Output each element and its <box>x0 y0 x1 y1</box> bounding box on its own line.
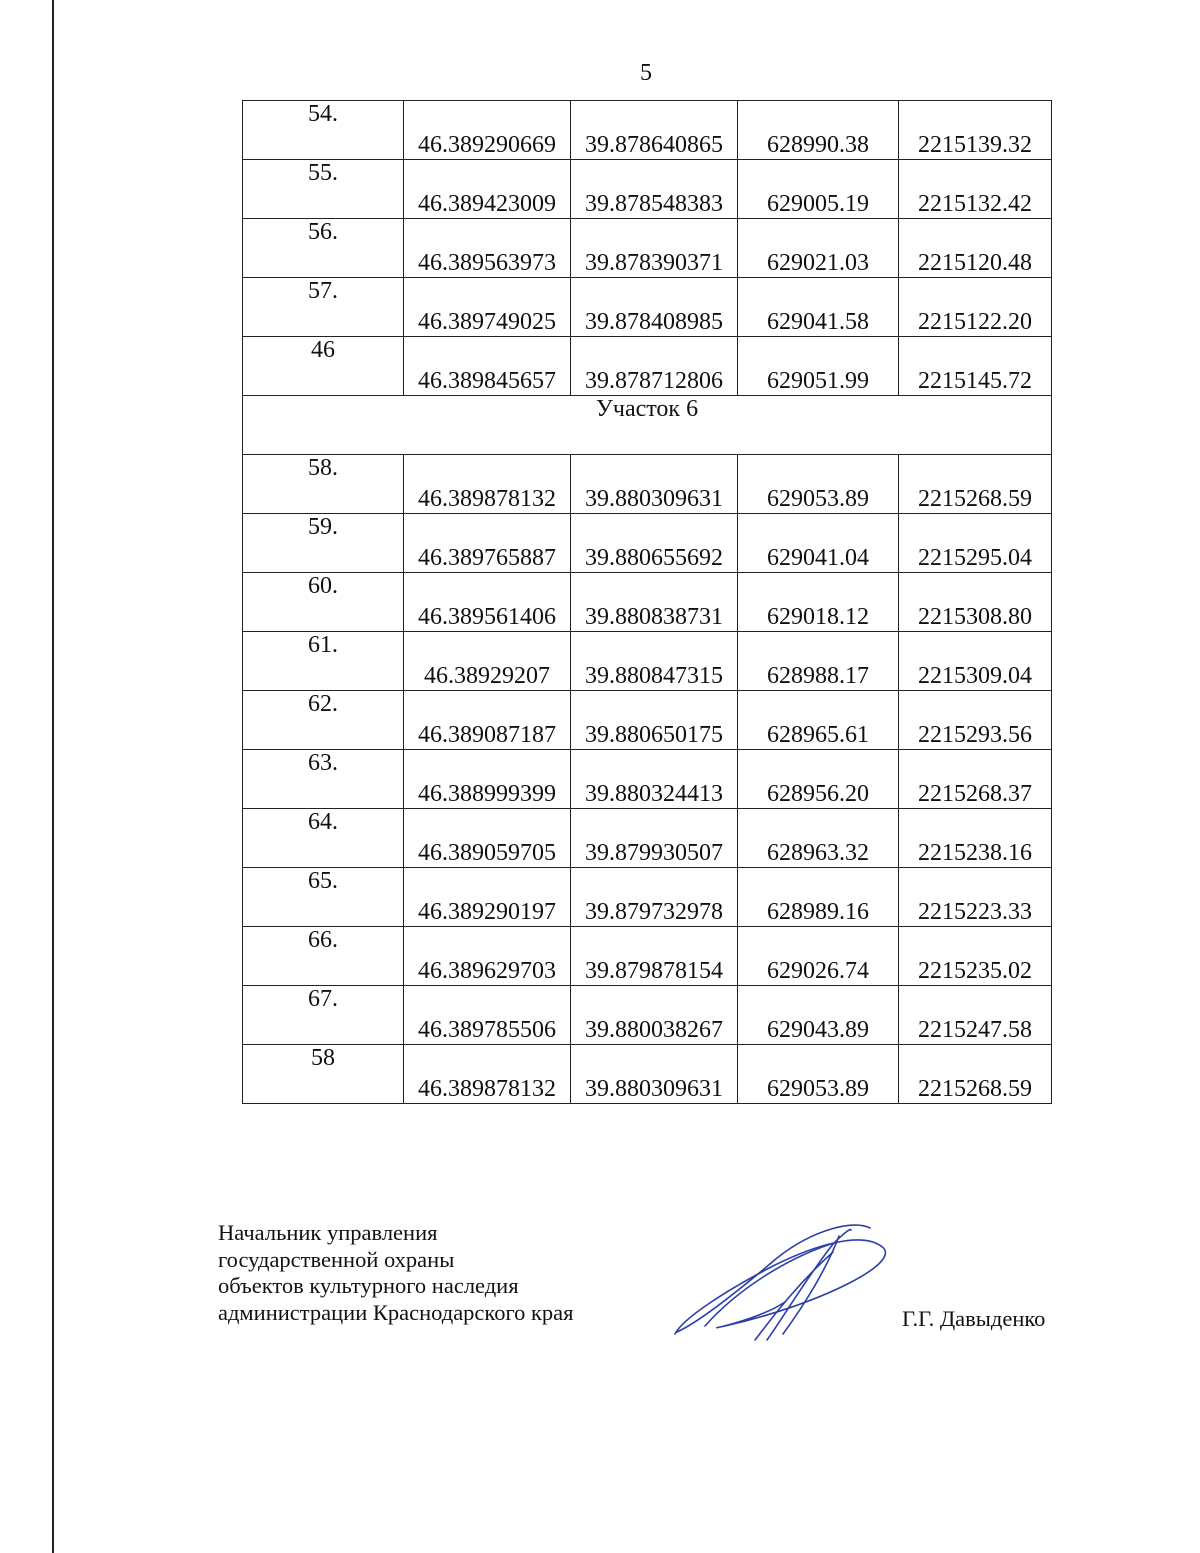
position-line: объектов культурного наследия <box>218 1273 519 1298</box>
coordinate-cell: 2215139.32 <box>899 101 1052 160</box>
coordinate-cell: 46.389765887 <box>404 514 571 573</box>
coordinate-cell: 628965.61 <box>738 691 899 750</box>
point-number-cell: 56. <box>243 219 404 278</box>
coordinates-table <box>242 100 1052 1104</box>
coordinate-cell: 46.389290669 <box>404 101 571 160</box>
coordinate-cell: 46.389423009 <box>404 160 571 219</box>
table-row <box>243 750 1052 809</box>
coordinate-cell: 39.880309631 <box>571 455 738 514</box>
point-number-cell: 58. <box>243 455 404 514</box>
point-number-cell: 64. <box>243 809 404 868</box>
coordinate-cell: 39.880655692 <box>571 514 738 573</box>
coordinate-cell: 39.879930507 <box>571 809 738 868</box>
coordinate-cell: 39.880838731 <box>571 573 738 632</box>
coordinate-cell: 2215223.33 <box>899 868 1052 927</box>
table-row <box>243 691 1052 750</box>
coordinate-cell: 46.389561406 <box>404 573 571 632</box>
point-number-cell: 54. <box>243 101 404 160</box>
coordinate-cell: 628963.32 <box>738 809 899 868</box>
coordinate-cell: 628956.20 <box>738 750 899 809</box>
table-row <box>243 514 1052 573</box>
coordinate-cell: 629021.03 <box>738 219 899 278</box>
coordinate-cell: 46.389290197 <box>404 868 571 927</box>
point-number-cell: 60. <box>243 573 404 632</box>
point-number-cell: 46 <box>243 337 404 396</box>
coordinate-cell: 2215309.04 <box>899 632 1052 691</box>
section-label: Участок 6 <box>243 396 1052 455</box>
coordinate-cell: 629041.58 <box>738 278 899 337</box>
coordinate-cell: 46.389087187 <box>404 691 571 750</box>
coordinate-cell: 629053.89 <box>738 1045 899 1104</box>
coordinate-cell: 2215122.20 <box>899 278 1052 337</box>
coordinate-cell: 629041.04 <box>738 514 899 573</box>
table-row <box>243 278 1052 337</box>
coordinate-cell: 46.389563973 <box>404 219 571 278</box>
coordinate-cell: 46.389878132 <box>404 1045 571 1104</box>
table-row <box>243 986 1052 1045</box>
coordinate-cell: 39.878640865 <box>571 101 738 160</box>
coordinate-cell: 46.389749025 <box>404 278 571 337</box>
signatory-name: Г.Г. Давыденко <box>902 1306 1046 1331</box>
coordinate-cell: 39.879732978 <box>571 868 738 927</box>
table-row <box>243 101 1052 160</box>
coordinate-cell: 2215238.16 <box>899 809 1052 868</box>
coordinate-cell: 2215268.37 <box>899 750 1052 809</box>
coordinate-cell: 2215120.48 <box>899 219 1052 278</box>
coordinate-cell: 39.878390371 <box>571 219 738 278</box>
coordinate-cell: 2215268.59 <box>899 455 1052 514</box>
point-number-cell: 66. <box>243 927 404 986</box>
page-number: 5 <box>640 60 652 86</box>
position-line: государственной охраны <box>218 1246 455 1272</box>
coordinate-cell: 39.878712806 <box>571 337 738 396</box>
table-row <box>243 219 1052 278</box>
coordinate-cell: 2215235.02 <box>899 927 1052 986</box>
coordinate-cell: 46.389629703 <box>404 927 571 986</box>
section-row <box>243 396 1052 455</box>
table-row <box>243 632 1052 691</box>
coordinate-cell: 629053.89 <box>738 455 899 514</box>
table-row <box>243 927 1052 986</box>
coordinate-cell: 46.389878132 <box>404 455 571 514</box>
coordinate-cell: 46.389845657 <box>404 337 571 396</box>
coordinate-cell: 629051.99 <box>738 337 899 396</box>
coordinate-cell: 46.389059705 <box>404 809 571 868</box>
table-row <box>243 160 1052 219</box>
handwritten-signature <box>665 1222 915 1347</box>
coordinate-cell: 629026.74 <box>738 927 899 986</box>
signatory-position <box>218 1220 574 1326</box>
table-row <box>243 868 1052 927</box>
point-number-cell: 57. <box>243 278 404 337</box>
point-number-cell: 63. <box>243 750 404 809</box>
page-edge-line <box>52 0 54 1553</box>
table-row <box>243 809 1052 868</box>
coordinate-cell: 2215295.04 <box>899 514 1052 573</box>
coordinate-cell: 628988.17 <box>738 632 899 691</box>
coordinate-cell: 628990.38 <box>738 101 899 160</box>
coordinate-cell: 2215247.58 <box>899 986 1052 1045</box>
point-number-cell: 59. <box>243 514 404 573</box>
coordinate-cell: 2215145.72 <box>899 337 1052 396</box>
point-number-cell: 67. <box>243 986 404 1045</box>
point-number-cell: 62. <box>243 691 404 750</box>
coordinates-table-body <box>243 101 1052 1104</box>
coordinate-cell: 39.880847315 <box>571 632 738 691</box>
table-row <box>243 1045 1052 1104</box>
point-number-cell: 55. <box>243 160 404 219</box>
table-row <box>243 455 1052 514</box>
coordinate-cell: 39.878548383 <box>571 160 738 219</box>
coordinate-cell: 2215132.42 <box>899 160 1052 219</box>
coordinate-cell: 39.880038267 <box>571 986 738 1045</box>
coordinate-cell: 629043.89 <box>738 986 899 1045</box>
coordinate-cell: 629018.12 <box>738 573 899 632</box>
coordinate-cell: 628989.16 <box>738 868 899 927</box>
coordinate-cell: 46.38929207 <box>404 632 571 691</box>
point-number-cell: 65. <box>243 868 404 927</box>
position-line: Начальник управления <box>218 1220 438 1245</box>
coordinate-cell: 39.880324413 <box>571 750 738 809</box>
position-line: администрации Краснодарского края <box>218 1299 574 1325</box>
coordinate-cell: 46.389785506 <box>404 986 571 1045</box>
coordinate-cell: 2215293.56 <box>899 691 1052 750</box>
coordinate-cell: 46.388999399 <box>404 750 571 809</box>
point-number-cell: 58 <box>243 1045 404 1104</box>
coordinate-cell: 39.880309631 <box>571 1045 738 1104</box>
coordinate-cell: 39.880650175 <box>571 691 738 750</box>
point-number-cell: 61. <box>243 632 404 691</box>
coordinate-cell: 2215308.80 <box>899 573 1052 632</box>
coordinate-cell: 629005.19 <box>738 160 899 219</box>
coordinate-cell: 39.879878154 <box>571 927 738 986</box>
coordinate-cell: 39.878408985 <box>571 278 738 337</box>
table-row <box>243 573 1052 632</box>
table-row <box>243 337 1052 396</box>
coordinate-cell: 2215268.59 <box>899 1045 1052 1104</box>
